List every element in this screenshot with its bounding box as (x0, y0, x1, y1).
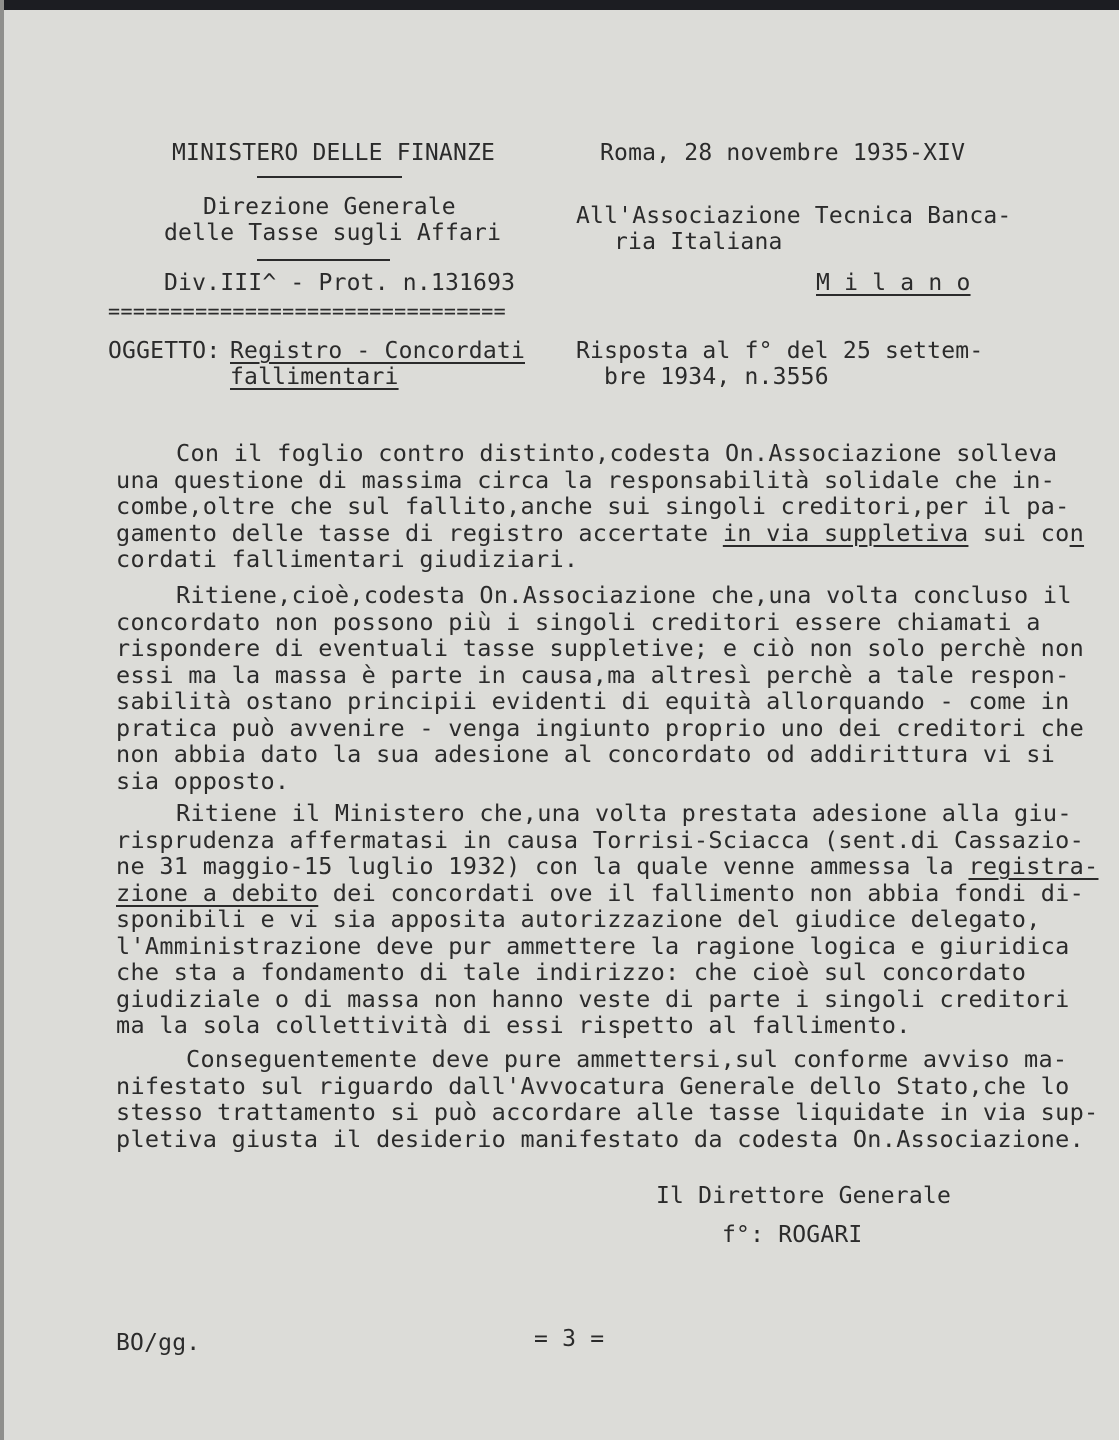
body-line: sia opposto. (116, 766, 290, 795)
paragraph-3 (116, 799, 1099, 1039)
subject-label: OGGETTO: (108, 338, 221, 364)
underlined-phrase: in via suppletiva (722, 518, 969, 547)
body-line: concordato non possono più i singoli creditori essere chiamati a (116, 607, 1041, 636)
underlined-phrase: zione a debito (116, 878, 319, 907)
body-line: nifestato sul riguardo dall'Avvocatura Generale dello Stato,che lo (116, 1071, 1070, 1100)
reply-ref-line-1: Risposta al f° del 25 settem- (576, 338, 984, 364)
recipient-line-1: All'Associazione Tecnica Banca- (576, 203, 1012, 229)
paragraph-1 (116, 439, 1085, 573)
body-line: ma la sola collettività di essi rispetto al fallimento. (116, 1011, 911, 1039)
underlined-phrase: registra- (968, 852, 1099, 880)
body-line: ne 31 maggio-15 luglio 1932) con la quale venne ammessa la registra- (116, 852, 1099, 880)
body-line: zione a debito dei concordati ove il fallimento non abbia fondi di- (116, 878, 1085, 907)
heading-rule-2 (257, 259, 390, 261)
body-line: che sta a fondamento di tale indirizzo: che cioè sul concordato (116, 958, 1027, 986)
body-line: risprudenza affermatasi in causa Torrisi-Sciacca (sent.di Cassazio- (116, 825, 1085, 854)
subject-line-2: fallimentari (230, 364, 399, 390)
body-line: Conseguentemente deve pure ammettersi,sul conforme avviso ma- (186, 1045, 1068, 1073)
body-line: sabilità ostano principii evidenti di equità allorquando - come in (116, 687, 1070, 715)
body-line: non abbia dato la sua adesione al concordato od addirittura vi si (116, 740, 1056, 768)
place-date: Roma, 28 novembre 1935-XIV (600, 140, 966, 166)
signature-name: f°: ROGARI (722, 1222, 863, 1248)
body-line: essi ma la massa è parte in causa,ma altresì perchè a tale respon- (116, 660, 1070, 689)
recipient-line-2: ria Italiana (614, 229, 783, 255)
body-line: rispondere di eventuali tasse suppletive; e ciò non solo perchè non (116, 634, 1085, 662)
separator-line: ================================ (108, 299, 507, 323)
paragraph-4 (116, 1045, 1099, 1153)
page-number: = 3 = (534, 1326, 605, 1352)
body-line: cordati fallimentari giudiziari. (116, 545, 579, 573)
ministry-heading: MINISTERO DELLE FINANZE (172, 140, 496, 166)
body-line: stesso trattamento si può accordare alle tasse liquidate in via sup- (116, 1098, 1099, 1126)
body-line: sponibili e vi sia apposita autorizzazione del giudice delegato, (116, 905, 1041, 933)
body-line: Con il foglio contro distinto,codesta On.Associazione solleva (176, 439, 1058, 467)
city: M i l a n o (816, 270, 971, 296)
body-line: l'Amministrazione deve pur ammettere la ragione logica e giuridica (116, 931, 1070, 960)
paragraph-2 (116, 581, 1085, 795)
typist-initials: BO/gg. (116, 1330, 201, 1356)
direction-line-1: Direzione Generale (203, 194, 456, 220)
scan-left-edge (0, 0, 4, 1440)
body-line: pratica può avvenire - venga ingiunto proprio uno dei creditori che (116, 713, 1085, 742)
body-line: gamento delle tasse di registro accertate in via suppletiva sui con (116, 518, 1085, 547)
body-line: una questione di massima circa la responsabilità solidale che in- (116, 465, 1056, 494)
body-line: pletiva giusta il desiderio manifestato da codesta On.Associazione. (116, 1124, 1085, 1153)
division-protocol: Div.III^ - Prot. n.131693 (164, 270, 516, 296)
scan-top-edge (0, 0, 1119, 10)
body-line: Ritiene il Ministero che,una volta prestata adesione alla giu- (176, 799, 1072, 827)
heading-rule-1 (257, 176, 402, 178)
direction-line-2: delle Tasse sugli Affari (164, 220, 502, 246)
body-line: Ritiene,cioè,codesta On.Associazione che,una volta concluso il (176, 581, 1072, 609)
body-line: giudiziale o di massa non hanno veste di parte i singoli creditori (116, 984, 1070, 1013)
body-line: combe,oltre che sul fallito,anche sui singoli creditori,per il pa- (116, 492, 1070, 520)
signature-title: Il Direttore Generale (656, 1183, 951, 1209)
reply-ref-line-2: bre 1934, n.3556 (604, 364, 829, 390)
subject-line-1: Registro - Concordati (230, 338, 525, 364)
